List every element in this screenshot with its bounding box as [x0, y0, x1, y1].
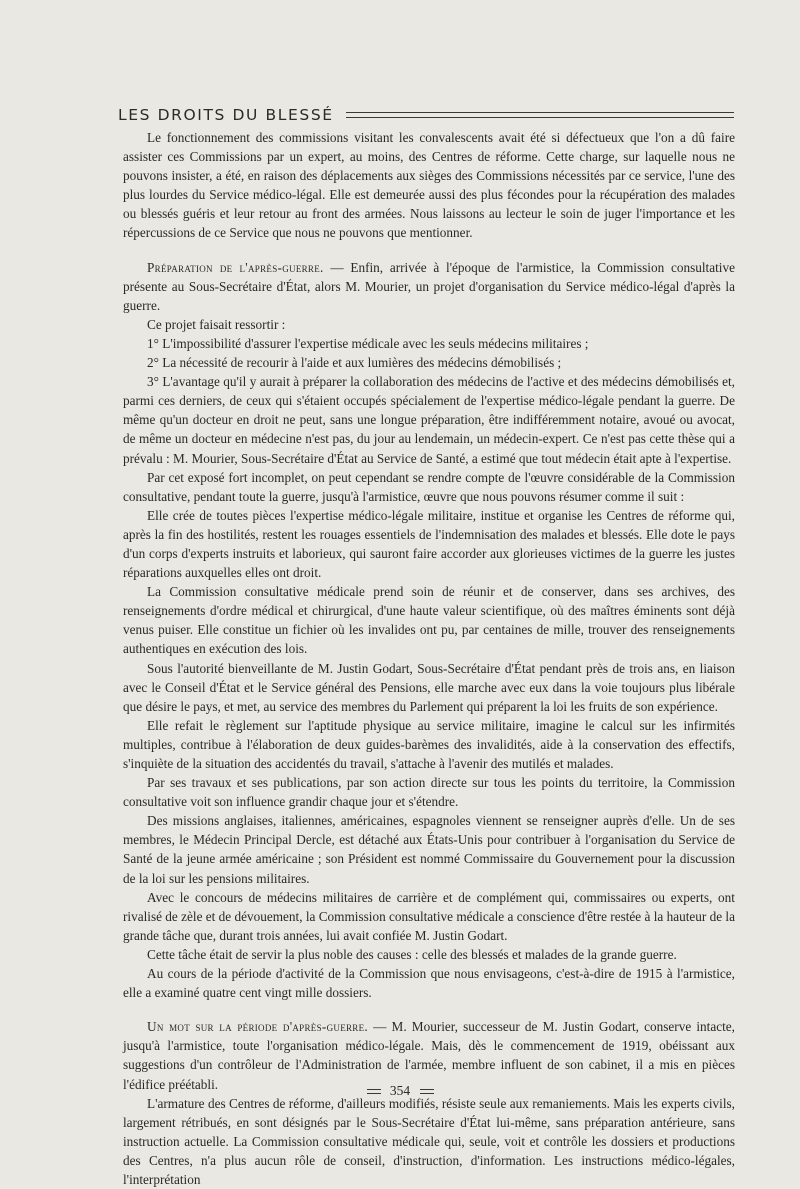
paragraph-text: Le fonctionnement des commissions visitant les convalescents avait été si défectueux que l'on a dû faire assister ces Commissions par un expert, au moins, des Centres de réforme. Cette charge, sur laquelle nous ne pouvons insister, a été, en raison des déplacements aux sièges des Commissions nécessités par ce service, l'une des plus lourdes du Service médico-légal. Elle est demeurée aussi des plus fécondes pour la récupération des malades ou blessés guéris et leur retour au front des armées. Nous laissons au lecteur le soin de juger l'importance et les répercussions de ce Service que nous ne pouvons que mentionner.	[123, 130, 735, 241]
paragraph-text: Par ses travaux et ses publications, par son action directe sur tous les points du territoire, la Commission consultative voit son influence grandir chaque jour et s'étendre.	[123, 775, 735, 810]
paragraph-text: — Enfin, arrivée à l'époque de l'armistice, la Commission consultative présente au Sous-Secrétaire d'État, alors M. Mourier, un projet d'organisation du Service médico-légal d'après la guerre.	[123, 259, 735, 313]
paragraph-text: Des missions anglaises, italiennes, américaines, espagnoles viennent se renseigner auprès d'elle. Un de ses membres, le Médecin Principal Dercle, est détaché aux États-Unis pour contribuer à l'organisation du Service de Santé de la jeune armée américaine ; son Président est nommé Commissaire du Gouvernement pour la discussion de la loi sur les pensions militaires.	[123, 813, 735, 886]
footer-rule-left	[367, 1089, 381, 1094]
paragraph	[123, 888, 735, 945]
paragraph-text: Sous l'autorité bienveillante de M. Justin Godart, Sous-Secrétaire d'État pendant près de trois ans, en liaison avec le Conseil d'État et le Service général des Pensions, elle marche avec eux dans la voie toujours plus libérale que désire le pays, et met, au service des membres du Parlement qui préparent la loi les fruits de son expérience.	[123, 660, 735, 714]
paragraph-text: Par cet exposé fort incomplet, on peut cependant se rendre compte de l'œuvre considérable de la Commission consultative, pendant toute la guerre, jusqu'à l'armistice, œuvre que nous pouvons résumer comme il suit :	[123, 469, 735, 504]
paragraph-text: 3° L'avantage qu'il y aurait à préparer la collaboration des médecins de l'active et des médecins démobilisés et, parmi ces derniers, de ceux qui s'étaient occupés spécialement de l'expertise médico-légale pendant la guerre. De même qu'un docteur en droit ne peut, sans une longue préparation, être indifféremment notaire, avoué ou avocat, de même un docteur en médecine n'est pas, du jour au lendemain, un médecin-expert. Ce n'est pas cette thèse qui a prévalu : M. Mourier, Sous-Secrétaire d'État au Service de Santé, a estimé que tout médecin était apte à l'expertise.	[123, 374, 735, 466]
paragraph	[123, 716, 735, 773]
paragraph	[123, 945, 735, 964]
paragraph-text: Ce projet faisait ressortir :	[147, 316, 286, 332]
paragraph-text: La Commission consultative médicale prend soin de réunir et de conserver, dans ses archives, des renseignements d'ordre médical et chirurgical, d'une haute valeur scientifique, où des maîtres éminents sont déjà venus puiser. Elle constitue un fichier où les invalides ont pu, par centaines de mille, trouver des renseignements authentiques en exécution des lois.	[123, 584, 735, 657]
paragraph-text: L'armature des Centres de réforme, d'ailleurs modifiés, résiste seule aux remaniements. Mais les experts civils, largement rétribués, en sont désignés par le Sous-Secrétaire d'État lui-même, sans préparation antérieure, sans instruction actuelle. La Commission consultative médicale qui, seule, voit et contrôle les dossiers et productions des Centres, n'a plus aucun rôle de conseil, d'instruction, d'information. Les instructions médico-légales, l'interprétation	[123, 1095, 735, 1187]
paragraph	[123, 353, 735, 372]
paragraph	[123, 773, 735, 811]
footer-rule-right	[420, 1089, 434, 1094]
paragraph	[123, 964, 735, 1002]
header-title: LES DROITS DU BLESSÉ	[118, 106, 334, 124]
paragraph	[123, 506, 735, 582]
paragraph	[123, 334, 735, 353]
paragraph	[123, 659, 735, 716]
page-footer	[0, 1083, 800, 1099]
paragraph	[123, 1094, 735, 1189]
paragraph-text: 2° La nécessité de recourir à l'aide et aux lumières des médecins démobilisés ;	[147, 355, 562, 371]
paragraph	[123, 811, 735, 887]
section-heading: Un mot sur la période d'après-guerre.	[147, 1019, 369, 1035]
page-number: 354	[389, 1083, 411, 1098]
paragraph-text: Au cours de la période d'activité de la Commission que nous envisageons, c'est-à-dire de 1915 à l'armistice, elle a examiné quatre cent vingt mille dossiers.	[123, 966, 735, 1001]
paragraph	[123, 315, 735, 334]
paragraph-text: 1° L'impossibilité d'assurer l'expertise médicale avec les seuls médecins militaires ;	[147, 335, 589, 351]
paragraph-text: Elle crée de toutes pièces l'expertise médico-légale militaire, institue et organise les Centres de réforme qui, après la fin des hostilités, restent les rouages essentiels de l'indemnisation des malades et blessés. Elle dote le pays d'un corps d'experts instruits et laborieux, qui sauront faire accorder aux glorieuses victimes de la guerre les justes réparations auxquelles elles ont droit.	[123, 507, 735, 581]
running-header	[118, 104, 734, 126]
paragraph-text: Avec le concours de médecins militaires de carrière et de complément qui, commissaires ou experts, ont rivalisé de zèle et de dévouement, la Commission consultative médicale a conscience d'être restée à la hauteur de la grande tâche que, durant trois années, lui avait confiée M. Justin Godart.	[123, 889, 735, 943]
paragraph-text: Cette tâche était de servir la plus noble des causes : celle des blessés et malades de la grande guerre.	[147, 946, 677, 962]
paragraph	[123, 468, 735, 506]
paragraph	[123, 372, 735, 467]
paragraph-text: — M. Mourier, successeur de M. Justin Godart, conserve intacte, jusqu'à l'armistice, toute l'organisation médico-légale. Mais, dès le commencement de 1919, obéissant aux suggestions d'un contrôleur de l'Administration de l'armée, membre influent de son cabinet, il a mis en pièces l'édifice préétabli.	[123, 1019, 735, 1092]
body-text	[123, 128, 735, 1189]
paragraph	[123, 128, 735, 243]
paragraph	[123, 582, 735, 658]
header-rule	[346, 112, 734, 118]
paragraph-text: Elle refait le règlement sur l'aptitude physique au service militaire, imagine le calcul sur les infirmités multiples, contribue à l'élaboration de deux guides-barèmes des invalidités, aide à la conservation des effectifs, s'inquiète de la situation des accidentés du travail, s'attache à l'avenir des mutilés et malades.	[123, 717, 735, 771]
section-heading: Préparation de l'après-guerre.	[147, 259, 324, 275]
paragraph	[123, 258, 735, 315]
